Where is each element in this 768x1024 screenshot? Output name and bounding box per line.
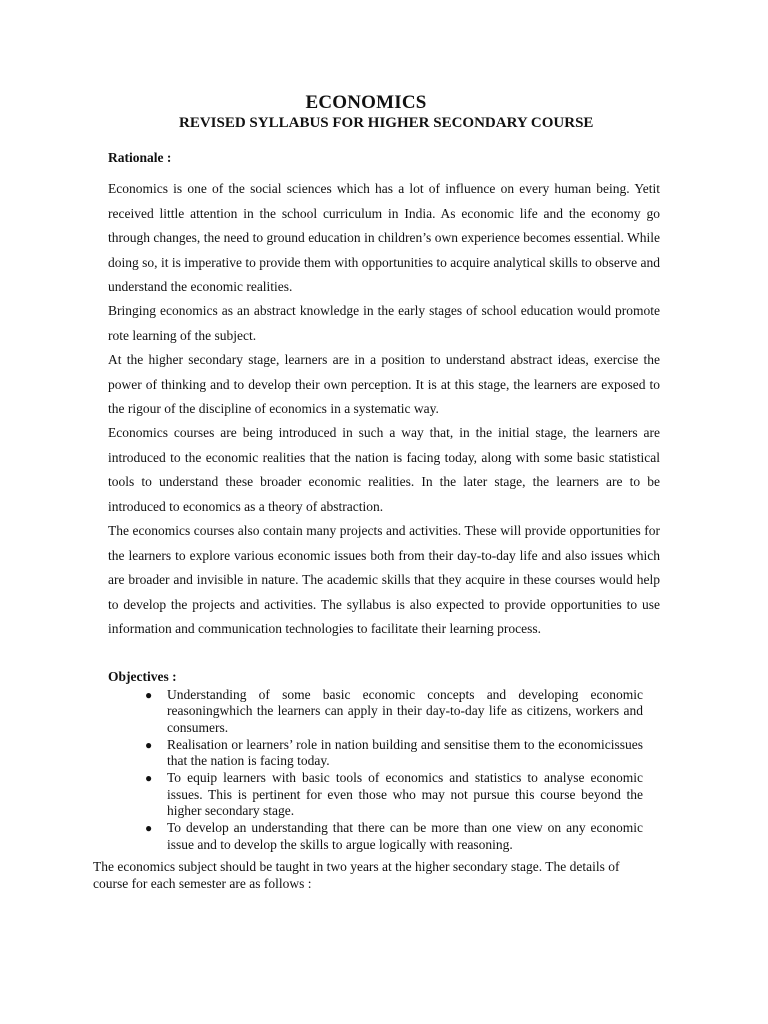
objective-text: Understanding of some basic economic concepts and developing economic reasoningwhich the learners can apply in their day-to-day life as citizens, workers and consumers. [167,687,643,735]
bullet-icon: ● [145,821,153,836]
bullet-icon: ● [145,688,153,702]
paragraph: Economics is one of the social sciences which has a lot of influence on every human being. Yetit received little attention in the school curriculum in India. As economic life and the economy go through changes, the need to ground education in children’s own experience becomes essential. While doing so, it is imperative to provide them with opportunities to acquire analytical skills to observe and understand the economic realities. [108,181,660,294]
paragraph: At the higher secondary stage, learners are in a position to understand abstract ideas, exercise the power of thinking and to develop their own perception. It is at this stage, the learners are exposed to the rigour of the discipline of economics in a systematic way. [108,352,660,416]
objectives-heading: Objectives : [108,669,177,684]
objective-text: To equip learners with basic tools of economics and statistics to analyse economic issues. This is pertinent for even those who may not pursue this course beyond the higher secondary stage. [167,770,643,819]
list-item [145,737,643,770]
bullet-icon: ● [145,737,153,752]
list-item [145,770,643,819]
list-item [145,687,643,736]
objective-text: Realisation or learners’ role in nation building and sensitise them to the economicissues that the nation is facing today. [167,736,643,769]
objective-text: To develop an understanding that there can be more than one view on any economic issue and to develop the skills to argue logically with reasoning. [167,820,643,852]
document-subtitle: REVISED SYLLABUS FOR HIGHER SECONDARY COURSE [179,115,594,131]
paragraph: The economics courses also contain many projects and activities. These will provide opportunities for the learners to explore various economic issues both from their day-to-day life and also issues which are broader and invisible in nature. The academic skills that they acquire in these courses would help to develop the projects and activities. The syllabus is also expected to provide opportunities to use information and communication technologies to facilitate their learning process. [108,523,660,636]
paragraph: Bringing economics as an abstract knowledge in the early stages of school education would promote rote learning of the subject. [108,303,660,343]
paragraph: Economics courses are being introduced in such a way that, in the initial stage, the learners are introduced to the economic realities that the nation is facing today, along with some basic statistical tools to understand these broader economic realities. In the later stage, the learners are to be introduced to economics as a theory of abstraction. [108,425,660,514]
list-item [145,820,643,853]
bullet-icon: ● [145,771,153,786]
objectives-list [145,687,643,854]
rationale-heading: Rationale : [108,150,172,165]
closing-paragraph: The economics subject should be taught in two years at the higher secondary stage. The details of course for each semester are as follows : [93,859,620,891]
document-title: ECONOMICS [305,92,427,113]
